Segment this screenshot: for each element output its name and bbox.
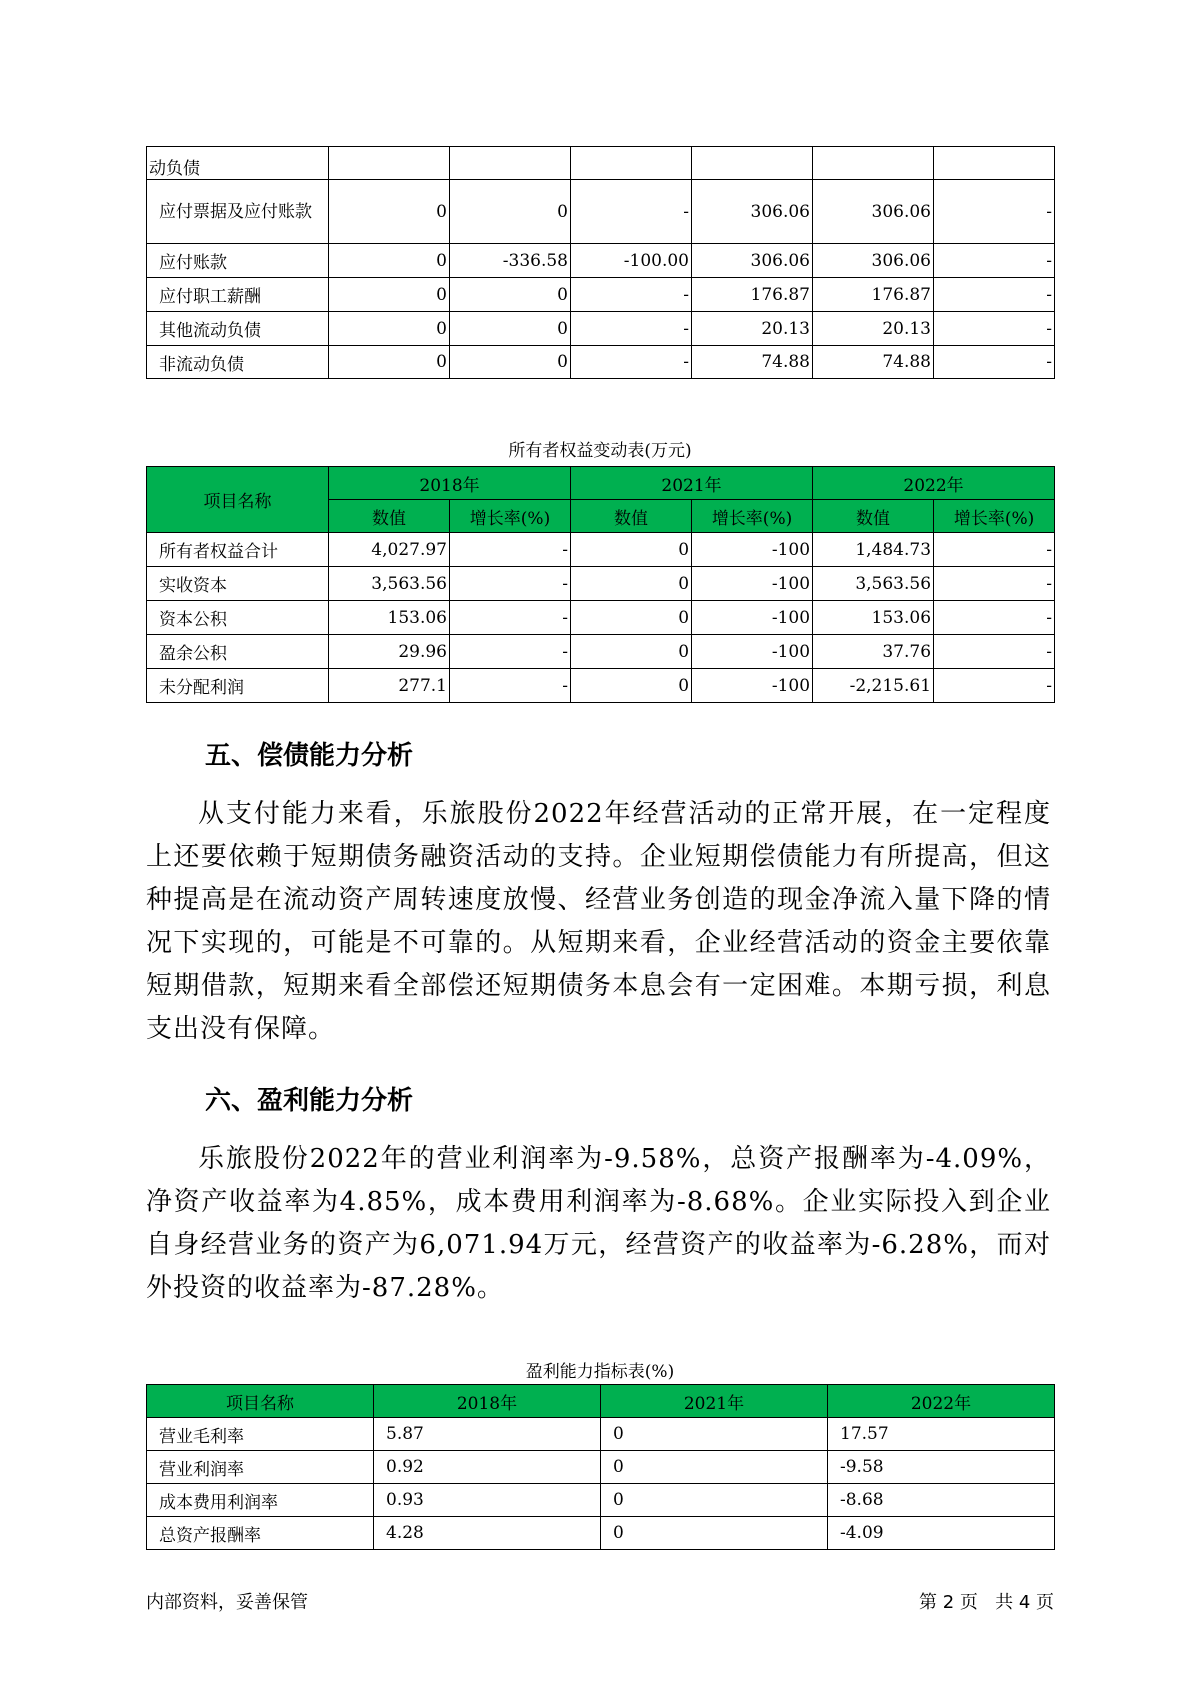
table-row bbox=[147, 635, 1055, 669]
cell: - bbox=[450, 533, 571, 567]
cell bbox=[813, 147, 934, 180]
cell: 306.06 bbox=[813, 244, 934, 278]
cell: 29.96 bbox=[329, 635, 450, 669]
table-row bbox=[147, 244, 1055, 278]
cell: 0 bbox=[601, 1418, 828, 1451]
cell: 20.13 bbox=[692, 312, 813, 346]
section-heading-profitability: 六、盈利能力分析 bbox=[205, 1086, 414, 1116]
table-row bbox=[147, 1517, 1055, 1550]
cell: - bbox=[934, 244, 1055, 278]
cell: -4.09 bbox=[828, 1517, 1055, 1550]
table-row bbox=[147, 147, 1055, 180]
table-row bbox=[147, 567, 1055, 601]
cell: 0 bbox=[571, 567, 692, 601]
profitability-paragraph: 乐旅股份2022年的营业利润率为-9.58%，总资产报酬率为-4.09%，净资产收益率为4.85%，成本费用利润率为-8.68%。企业实际投入到企业自身经营业务的资产为6,071.94万元，经营资产的收益率为-6.28%，而对外投资的收益率为-87.28%。 bbox=[146, 1144, 1051, 1303]
header-value: 数值 bbox=[329, 500, 450, 533]
cell: 176.87 bbox=[813, 278, 934, 312]
header-year: 2022年 bbox=[813, 467, 1055, 500]
cell bbox=[450, 147, 571, 180]
cell: 3,563.56 bbox=[329, 567, 450, 601]
cell: 153.06 bbox=[329, 601, 450, 635]
table-row bbox=[147, 346, 1055, 379]
cell: 4.28 bbox=[374, 1517, 601, 1550]
table-row bbox=[147, 180, 1055, 244]
table-row bbox=[147, 1484, 1055, 1517]
table-row bbox=[147, 312, 1055, 346]
header-year: 2022年 bbox=[828, 1385, 1055, 1418]
cell: 0 bbox=[329, 346, 450, 379]
cell: - bbox=[934, 669, 1055, 703]
header-growth: 增长率(%) bbox=[450, 500, 571, 533]
cell: -8.68 bbox=[828, 1484, 1055, 1517]
cell: -336.58 bbox=[450, 244, 571, 278]
cell: 0 bbox=[450, 312, 571, 346]
cell: - bbox=[450, 601, 571, 635]
cell: - bbox=[571, 278, 692, 312]
cell: 0.93 bbox=[374, 1484, 601, 1517]
table-row bbox=[147, 1418, 1055, 1451]
row-label: 营业利润率 bbox=[147, 1451, 374, 1484]
cell: 20.13 bbox=[813, 312, 934, 346]
solvency-paragraph: 从支付能力来看，乐旅股份2022年经营活动的正常开展，在一定程度上还要依赖于短期债务融资活动的支持。企业短期偿债能力有所提高，但这种提高是在流动资产周转速度放慢、经营业务创造的现金净流入量下降的情况下实现的，可能是不可靠的。从短期来看，企业经营活动的资金主要依靠短期借款，短期来看全部偿还短期债务本息会有一定困难。本期亏损，利息支出没有保障。 bbox=[146, 799, 1051, 1044]
table-row bbox=[147, 601, 1055, 635]
cell: - bbox=[934, 601, 1055, 635]
cell: -100 bbox=[692, 669, 813, 703]
header-value: 数值 bbox=[571, 500, 692, 533]
cell bbox=[692, 147, 813, 180]
cell: 0 bbox=[329, 312, 450, 346]
cell: 4,027.97 bbox=[329, 533, 450, 567]
cell: - bbox=[934, 346, 1055, 379]
header-item: 项目名称 bbox=[147, 467, 329, 533]
cell: - bbox=[934, 312, 1055, 346]
cell: - bbox=[450, 669, 571, 703]
header-value: 数值 bbox=[813, 500, 934, 533]
cell: -9.58 bbox=[828, 1451, 1055, 1484]
header-growth: 增长率(%) bbox=[692, 500, 813, 533]
cell: 153.06 bbox=[813, 601, 934, 635]
cell: -100.00 bbox=[571, 244, 692, 278]
profitability-table-caption: 盈利能力指标表(%) bbox=[525, 1362, 675, 1382]
cell: -100 bbox=[692, 533, 813, 567]
equity-table-caption: 所有者权益变动表(万元) bbox=[508, 441, 692, 461]
row-label: 总资产报酬率 bbox=[147, 1517, 374, 1550]
cell: 0 bbox=[329, 180, 450, 244]
cell: 306.06 bbox=[813, 180, 934, 244]
cell: 0 bbox=[571, 601, 692, 635]
cell: -100 bbox=[692, 567, 813, 601]
table-header-row bbox=[147, 1385, 1055, 1418]
cell: 1,484.73 bbox=[813, 533, 934, 567]
table-header-row bbox=[147, 467, 1055, 500]
row-label: 实收资本 bbox=[147, 567, 329, 601]
cell: 0 bbox=[571, 669, 692, 703]
liabilities-table bbox=[146, 146, 1055, 379]
footer-confidential: 内部资料，妥善保管 bbox=[146, 1592, 308, 1613]
cell: 74.88 bbox=[813, 346, 934, 379]
cell: - bbox=[450, 635, 571, 669]
header-year: 2021年 bbox=[601, 1385, 828, 1418]
cell: 5.87 bbox=[374, 1418, 601, 1451]
equity-table bbox=[146, 466, 1055, 703]
cell: - bbox=[934, 567, 1055, 601]
cell: - bbox=[934, 533, 1055, 567]
row-label: 动负债 bbox=[147, 147, 329, 180]
cell: 3,563.56 bbox=[813, 567, 934, 601]
profitability-table bbox=[146, 1384, 1055, 1550]
cell: 0 bbox=[601, 1451, 828, 1484]
cell: -100 bbox=[692, 635, 813, 669]
row-label: 成本费用利润率 bbox=[147, 1484, 374, 1517]
cell: 0 bbox=[329, 278, 450, 312]
cell: 0 bbox=[450, 346, 571, 379]
cell: - bbox=[450, 567, 571, 601]
row-label: 其他流动负债 bbox=[147, 312, 329, 346]
cell: 0 bbox=[601, 1484, 828, 1517]
cell: - bbox=[934, 278, 1055, 312]
row-label: 未分配利润 bbox=[147, 669, 329, 703]
footer-page-number: 第 2 页 共 4 页 bbox=[919, 1592, 1054, 1613]
cell: 0 bbox=[450, 180, 571, 244]
cell bbox=[329, 147, 450, 180]
table-row bbox=[147, 278, 1055, 312]
row-label: 应付票据及应付账款 bbox=[147, 180, 329, 244]
row-label: 非流动负债 bbox=[147, 346, 329, 379]
row-label: 资本公积 bbox=[147, 601, 329, 635]
header-year: 2018年 bbox=[374, 1385, 601, 1418]
cell: 176.87 bbox=[692, 278, 813, 312]
cell: - bbox=[571, 312, 692, 346]
cell: 0 bbox=[601, 1517, 828, 1550]
header-item: 项目名称 bbox=[147, 1385, 374, 1418]
cell: - bbox=[571, 346, 692, 379]
cell: 306.06 bbox=[692, 244, 813, 278]
row-label: 应付职工薪酬 bbox=[147, 278, 329, 312]
row-label: 营业毛利率 bbox=[147, 1418, 374, 1451]
row-label: 应付账款 bbox=[147, 244, 329, 278]
row-label: 盈余公积 bbox=[147, 635, 329, 669]
cell: 0.92 bbox=[374, 1451, 601, 1484]
cell: 0 bbox=[571, 635, 692, 669]
table-row bbox=[147, 1451, 1055, 1484]
cell: -2,215.61 bbox=[813, 669, 934, 703]
cell: 0 bbox=[450, 278, 571, 312]
cell: 306.06 bbox=[692, 180, 813, 244]
cell: - bbox=[934, 635, 1055, 669]
cell: 0 bbox=[329, 244, 450, 278]
cell: - bbox=[934, 180, 1055, 244]
section-heading-solvency: 五、偿债能力分析 bbox=[205, 741, 414, 771]
cell: 0 bbox=[571, 533, 692, 567]
table-row bbox=[147, 533, 1055, 567]
cell: - bbox=[571, 180, 692, 244]
cell: 277.1 bbox=[329, 669, 450, 703]
row-label: 所有者权益合计 bbox=[147, 533, 329, 567]
header-growth: 增长率(%) bbox=[934, 500, 1055, 533]
cell: 37.76 bbox=[813, 635, 934, 669]
cell bbox=[571, 147, 692, 180]
cell: 74.88 bbox=[692, 346, 813, 379]
header-year: 2021年 bbox=[571, 467, 813, 500]
cell: -100 bbox=[692, 601, 813, 635]
cell: 17.57 bbox=[828, 1418, 1055, 1451]
cell bbox=[934, 147, 1055, 180]
header-year: 2018年 bbox=[329, 467, 571, 500]
table-row bbox=[147, 669, 1055, 703]
